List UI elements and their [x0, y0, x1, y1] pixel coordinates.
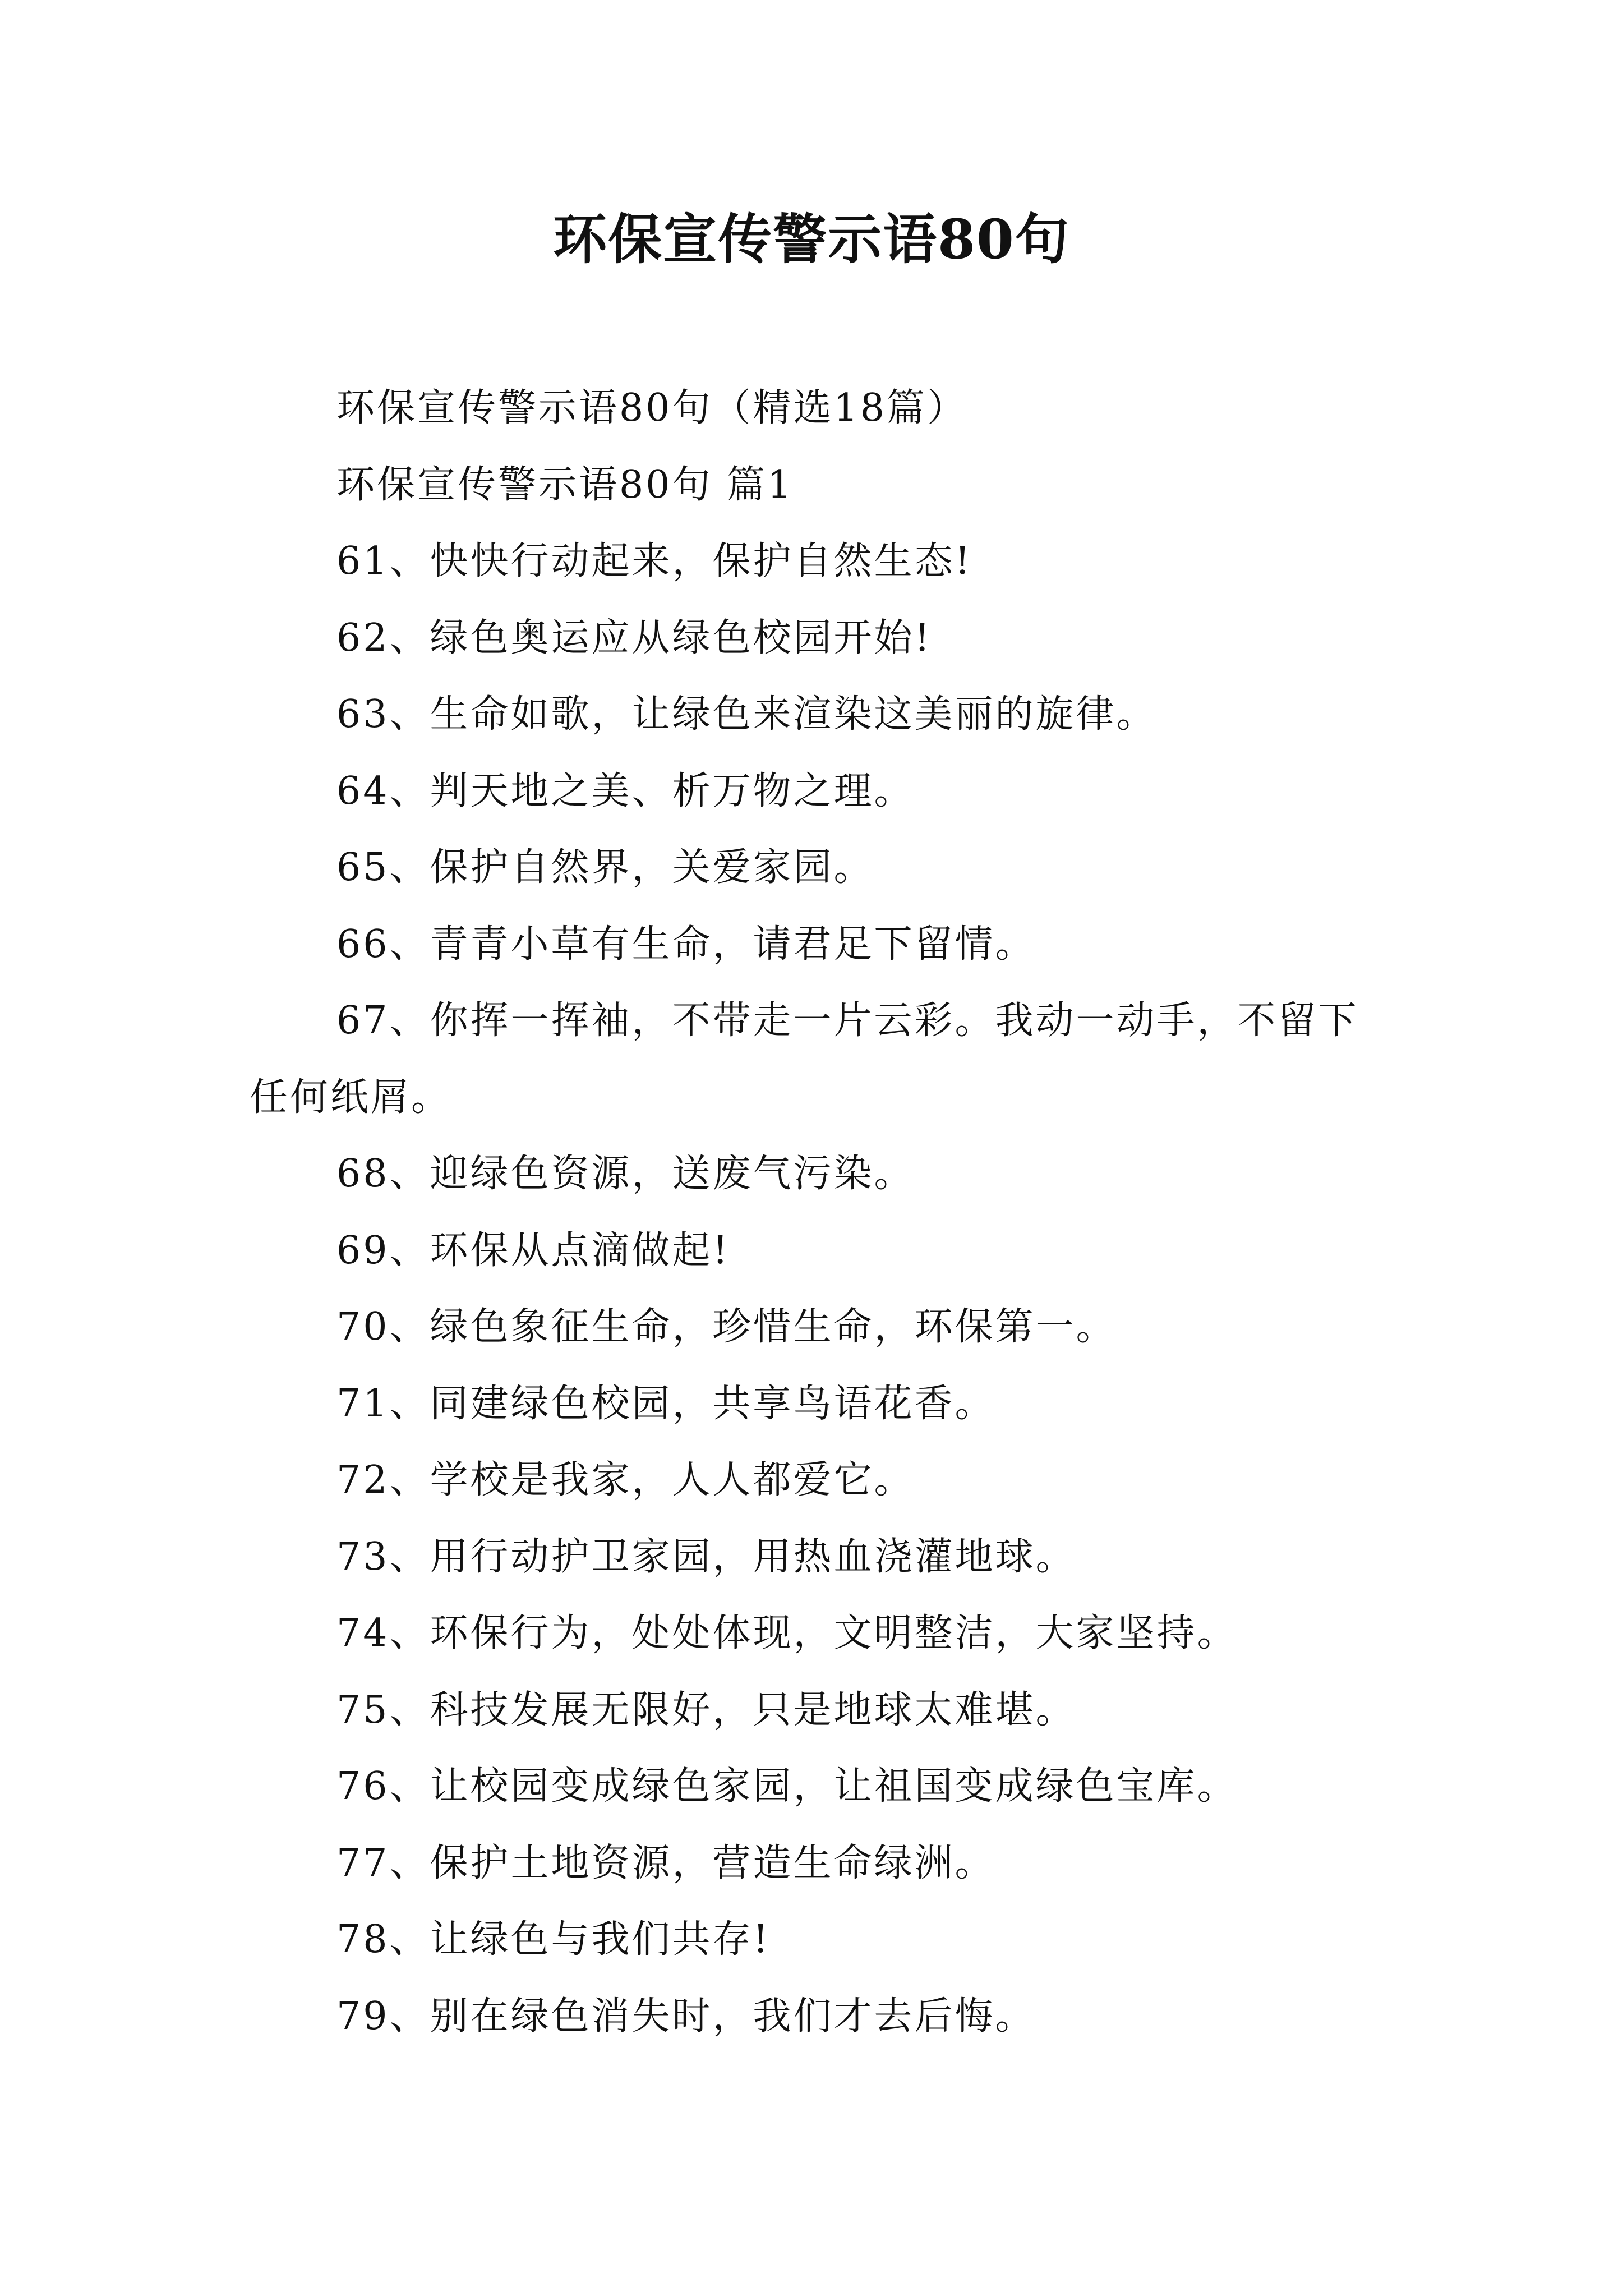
paragraph: 环保宣传警示语80句（精选18篇）: [336, 386, 968, 430]
paragraph: 61、快快行动起来，保护自然生态!: [336, 539, 972, 583]
document-body: [250, 370, 1394, 2055]
paragraph: 79、别在绿色消失时，我们才去后悔。: [336, 1994, 1036, 2039]
paragraph: 73、用行动护卫家园，用热血浇灌地球。: [336, 1534, 1076, 1579]
paragraph: 66、青青小草有生命，请君足下留情。: [336, 922, 1036, 967]
paragraph: 76、让校园变成绿色家园，让祖国变成绿色宝库。: [336, 1764, 1238, 1809]
paragraph: 75、科技发展无限好，只是地球太难堪。: [336, 1687, 1076, 1732]
paragraph: 68、迎绿色资源，送废气污染。: [336, 1152, 915, 1196]
paragraph: 69、环保从点滴做起!: [336, 1228, 730, 1273]
paragraph: 64、判天地之美、析万物之理。: [336, 769, 915, 813]
paragraph: 78、让绿色与我们共存!: [336, 1917, 771, 1962]
paragraph: 70、绿色象征生命，珍惜生命，环保第一。: [336, 1305, 1117, 1349]
paragraph: 环保宣传警示语80句 篇1: [336, 462, 794, 507]
document-title: 环保宣传警示语80句: [553, 208, 1070, 271]
paragraph: 65、保护自然界，关爱家园。: [336, 845, 874, 890]
paragraph: 71、同建绿色校园，共享鸟语花香。: [336, 1381, 995, 1426]
paragraph: 77、保护土地资源，营造生命绿洲。: [336, 1841, 995, 1885]
paragraph: 72、学校是我家，人人都爱它。: [336, 1458, 915, 1502]
paragraph: 63、生命如歌，让绿色来渲染这美丽的旋律。: [336, 692, 1157, 737]
paragraph: 74、环保行为，处处体现，文明整洁，大家坚持。: [336, 1611, 1238, 1655]
paragraph: 62、绿色奥运应从绿色校园开始!: [336, 615, 932, 660]
paragraph: 67、你挥一挥袖，不带走一片云彩。我动一动手，不留下任何纸屑。: [250, 999, 1359, 1120]
